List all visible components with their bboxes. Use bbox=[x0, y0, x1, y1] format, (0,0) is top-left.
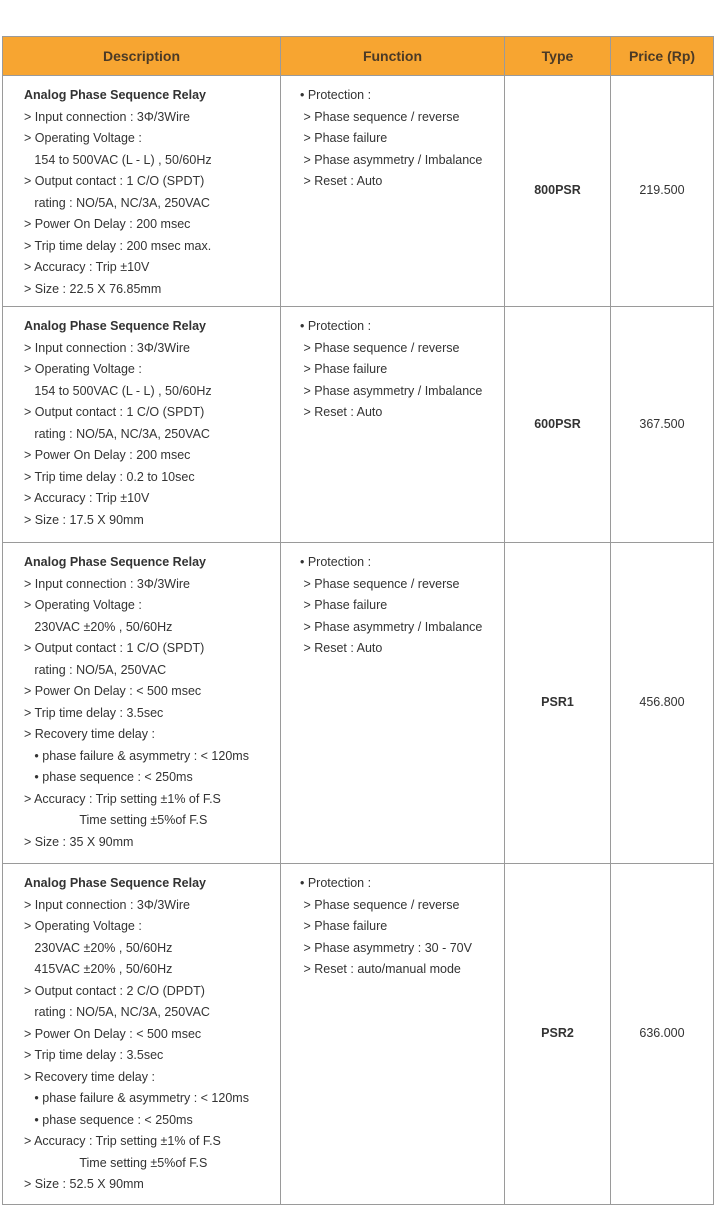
function-line: > Phase sequence / reverse bbox=[300, 109, 460, 124]
spec-line: 230VAC ±20% , 50/60Hz bbox=[24, 940, 173, 955]
function-line: > Phase asymmetry / Imbalance bbox=[300, 619, 483, 634]
function-line: • Protection : bbox=[300, 876, 372, 890]
product-name: Analog Phase Sequence Relay bbox=[24, 319, 207, 333]
function-line: > Phase sequence / reverse bbox=[300, 340, 460, 355]
spec-line: rating : NO/5A, NC/3A, 250VAC bbox=[24, 426, 210, 441]
spec-line: > Input connection : 3Φ/3Wire bbox=[24, 897, 190, 912]
spec-line: > Output contact : 1 C/O (SPDT) bbox=[24, 405, 205, 419]
spec-line: > Power On Delay : 200 msec bbox=[24, 217, 191, 231]
spec-line: > Input connection : 3Φ/3Wire bbox=[24, 340, 190, 355]
function-line: • Protection : bbox=[300, 88, 372, 102]
function-line: > Phase asymmetry / Imbalance bbox=[300, 152, 483, 167]
price-cell: 367.500 bbox=[611, 307, 714, 543]
table-row bbox=[3, 76, 714, 307]
spec-line: > Operating Voltage : bbox=[24, 131, 142, 145]
spec-line: > Trip time delay : 200 msec max. bbox=[24, 238, 212, 253]
spec-line: • phase sequence : < 250ms bbox=[24, 1112, 193, 1127]
price-cell: 219.500 bbox=[611, 76, 714, 307]
function-line: > Phase failure bbox=[300, 131, 388, 145]
function-line: > Reset : Auto bbox=[300, 174, 383, 188]
spec-line: > Trip time delay : 3.5sec bbox=[24, 1048, 164, 1062]
function-cell bbox=[281, 543, 505, 864]
function-line: > Phase asymmetry : 30 - 70V bbox=[300, 940, 472, 955]
spec-line: > Power On Delay : 200 msec bbox=[24, 448, 191, 462]
description-cell bbox=[3, 307, 281, 543]
table-header bbox=[3, 37, 714, 76]
description-cell bbox=[3, 864, 281, 1205]
spec-line: > Output contact : 2 C/O (DPDT) bbox=[24, 983, 205, 998]
spec-line: 154 to 500VAC (L - L) , 50/60Hz bbox=[24, 383, 212, 398]
table-row bbox=[3, 543, 714, 864]
product-name: Analog Phase Sequence Relay bbox=[24, 555, 207, 569]
table-row bbox=[3, 307, 714, 543]
table-body bbox=[3, 76, 714, 1205]
spec-line: > Power On Delay : < 500 msec bbox=[24, 684, 202, 698]
spec-line: > Operating Voltage : bbox=[24, 919, 142, 933]
spec-line: 230VAC ±20% , 50/60Hz bbox=[24, 619, 173, 634]
function-line: • Protection : bbox=[300, 319, 372, 333]
function-cell bbox=[281, 864, 505, 1205]
spec-line: > Input connection : 3Φ/3Wire bbox=[24, 109, 190, 124]
function-line: > Phase sequence / reverse bbox=[300, 576, 460, 591]
spec-line: > Power On Delay : < 500 msec bbox=[24, 1026, 202, 1041]
description-cell bbox=[3, 543, 281, 864]
spec-line: > Output contact : 1 C/O (SPDT) bbox=[24, 174, 205, 188]
spec-line: > Size : 17.5 X 90mm bbox=[24, 512, 144, 527]
function-line: > Phase sequence / reverse bbox=[300, 897, 460, 912]
header-row bbox=[3, 37, 714, 76]
header-price: Price (Rp) bbox=[611, 37, 714, 76]
function-line: > Reset : Auto bbox=[300, 641, 383, 655]
price-cell: 456.800 bbox=[611, 543, 714, 864]
spec-line: > Recovery time delay : bbox=[24, 727, 155, 741]
function-line: > Reset : auto/manual mode bbox=[300, 962, 461, 976]
spec-line: > Operating Voltage : bbox=[24, 362, 142, 376]
spec-line: rating : NO/5A, 250VAC bbox=[24, 662, 167, 677]
function-line: > Phase failure bbox=[300, 598, 388, 612]
header-type: Type bbox=[505, 37, 611, 76]
spec-line: > Trip time delay : 0.2 to 10sec bbox=[24, 469, 195, 484]
spec-line: 154 to 500VAC (L - L) , 50/60Hz bbox=[24, 152, 212, 167]
function-line: > Phase failure bbox=[300, 919, 388, 933]
type-cell: PSR1 bbox=[505, 543, 611, 864]
spec-line: > Output contact : 1 C/O (SPDT) bbox=[24, 641, 205, 655]
spec-line: Time setting ±5%of F.S bbox=[24, 1155, 208, 1170]
type-cell: 600PSR bbox=[505, 307, 611, 543]
product-name: Analog Phase Sequence Relay bbox=[24, 876, 207, 890]
spec-line: > Size : 22.5 X 76.85mm bbox=[24, 281, 162, 296]
spec-line: • phase sequence : < 250ms bbox=[24, 770, 193, 784]
spec-line: > Size : 35 X 90mm bbox=[24, 834, 134, 849]
function-cell bbox=[281, 76, 505, 307]
spec-line: > Operating Voltage : bbox=[24, 598, 142, 612]
spec-line: > Accuracy : Trip ±10V bbox=[24, 491, 150, 505]
spec-line: > Accuracy : Trip setting ±1% of F.S bbox=[24, 791, 221, 806]
type-cell: 800PSR bbox=[505, 76, 611, 307]
spec-line: rating : NO/5A, NC/3A, 250VAC bbox=[24, 195, 210, 210]
spec-line: > Size : 52.5 X 90mm bbox=[24, 1177, 144, 1191]
description-cell bbox=[3, 76, 281, 307]
spec-line: > Accuracy : Trip ±10V bbox=[24, 260, 150, 274]
spec-line: > Trip time delay : 3.5sec bbox=[24, 705, 164, 720]
function-line: > Phase failure bbox=[300, 362, 388, 376]
type-cell: PSR2 bbox=[505, 864, 611, 1205]
spec-line: 415VAC ±20% , 50/60Hz bbox=[24, 962, 173, 976]
header-function: Function bbox=[281, 37, 505, 76]
function-line: > Reset : Auto bbox=[300, 405, 383, 419]
function-line: • Protection : bbox=[300, 555, 372, 569]
spec-line: Time setting ±5%of F.S bbox=[24, 813, 208, 827]
price-cell: 636.000 bbox=[611, 864, 714, 1205]
product-price-table bbox=[2, 36, 714, 1205]
spec-line: • phase failure & asymmetry : < 120ms bbox=[24, 748, 249, 763]
header-description: Description bbox=[3, 37, 281, 76]
table-row bbox=[3, 864, 714, 1205]
function-cell bbox=[281, 307, 505, 543]
spec-line: > Accuracy : Trip setting ±1% of F.S bbox=[24, 1134, 221, 1148]
spec-line: • phase failure & asymmetry : < 120ms bbox=[24, 1091, 249, 1105]
spec-line: > Input connection : 3Φ/3Wire bbox=[24, 576, 190, 591]
function-line: > Phase asymmetry / Imbalance bbox=[300, 383, 483, 398]
spec-line: rating : NO/5A, NC/3A, 250VAC bbox=[24, 1005, 210, 1019]
product-name: Analog Phase Sequence Relay bbox=[24, 88, 207, 102]
spec-line: > Recovery time delay : bbox=[24, 1069, 155, 1084]
